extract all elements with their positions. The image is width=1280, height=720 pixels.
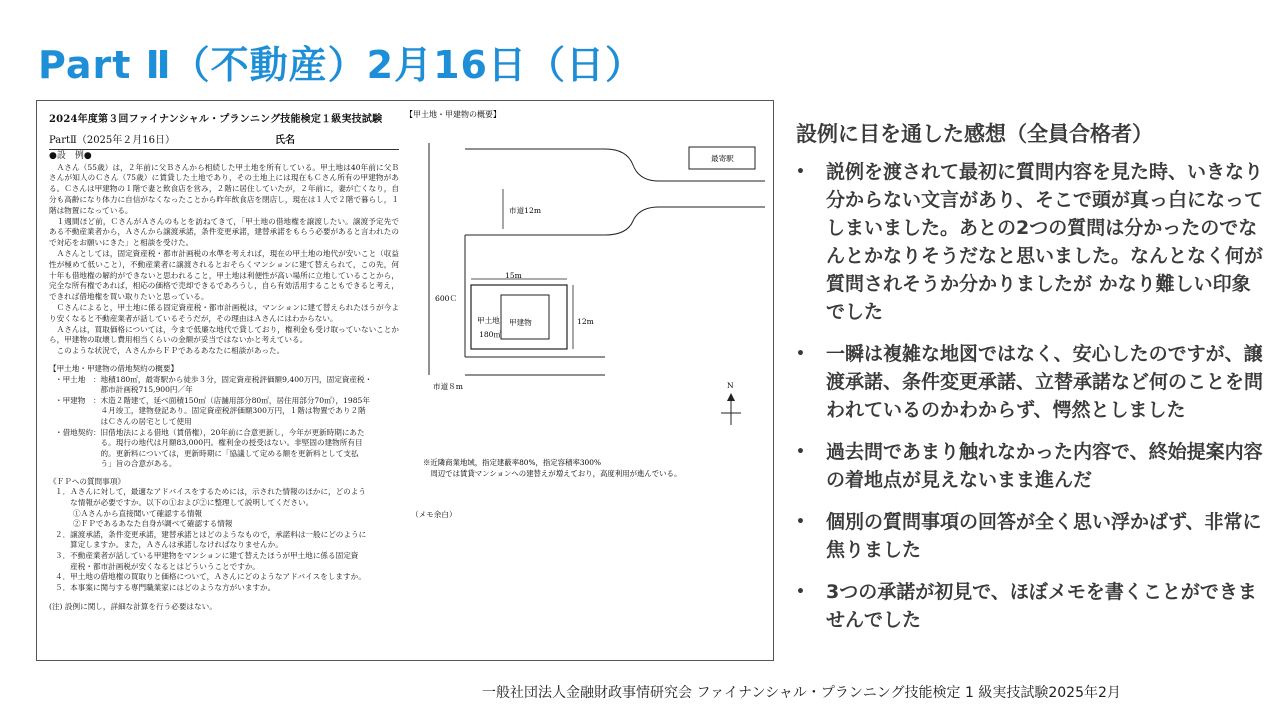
exam-note: (注) 設例に関し，詳細な計算を行う必要はない。: [49, 602, 217, 612]
example-paragraph: Ａさんとしては，固定資産税・都市計画税の水準を考えれば，現在の甲土地の地代が安いこと（収益性が極めて低いこと），不動産業者に譲渡されるとおそらくマンションに建て替えられて，この先，何十年も借地権の解約ができないと思われること，甲土地は利便性が高い場所に立地していることから，完全な所有権であれば，相応の価格で売却できるであろうし，自ら有効活用することもできると考え，できれば借地権を買い取りたいと思っている。: [49, 248, 399, 302]
bullet-icon: •: [796, 346, 805, 362]
question-line: ３．不動産業者が話している甲建物をマンションに建て替えたほうが甲土地に係る固定資: [55, 551, 359, 561]
map-note-line: ※近隣商業地域，指定建蔽率80%，指定容積率300%: [423, 458, 601, 467]
bullet-icon: •: [796, 164, 805, 180]
example-paragraph: Ａさん（55歳）は，２年前に父Ｂさんから相続した甲土地を所有している。甲土地は40年前に父Ｂさんが知人のＣさん（75歳）に賃貸した土地であり，その土地上には現在もＣさん所有の甲建物がある。Ｃさんは甲建物の１階で妻と飲食店を営み，２階に居住していたが，２年前に，妻が亡くなり，自分も高齢になり体力に自信がなくなったことから昨年飲食店を閉店し，現在は１人で２階で暮らし，１階は物置になっている。: [49, 162, 399, 215]
bullet-icon: •: [796, 584, 805, 600]
question-line: ５．本事案に関与する専門職業家にはどのような方がいますか。: [55, 582, 276, 592]
question-line: な情報が必要ですか。以下の①および②に整理して説明してください。: [55, 498, 314, 508]
building-label: 甲建物: [509, 318, 532, 327]
width-15m-label: 15m: [505, 271, 522, 280]
land-area-label: 180㎡: [479, 330, 502, 339]
station-label: 最寄駅: [711, 154, 734, 163]
map-heading: 【甲土地・甲建物の概要】: [405, 110, 501, 119]
contract-line: 都市計画税715,900円／年: [55, 385, 193, 395]
list-item: [796, 340, 1266, 424]
compass-arrow: [727, 393, 735, 401]
question-line: １．Ａさんに対して，最適なアドバイスをするためには，示された情報のほかに，どのよう: [55, 487, 366, 497]
bullet-icon: •: [796, 514, 805, 530]
list-item-text: 個別の質問事項の回答が全く思い浮かばず、非常に焦りました: [826, 511, 1262, 561]
footer-credit: 一般社団法人金融財政事情研究会 ファイナンシャル・プランニング技能検定 1 級実技試験2025年2月: [482, 685, 1121, 701]
question-line: ４．甲土地の借地権の買取りと価格について，Ａさんにどのようなアドバイスをしますか。: [55, 572, 366, 582]
zone-600c-label: 600Ｃ: [435, 294, 458, 303]
exam-part-line: [49, 135, 399, 150]
exam-name-label: 氏名: [275, 135, 295, 147]
exam-left-column: [49, 109, 399, 613]
page-title: Part Ⅱ（不動産）2月16日（日）: [38, 43, 644, 87]
question-line: ②ＦＰであるあなた自身が調べて確認する情報: [73, 519, 233, 529]
contract-line: る。現行の地代は月額83,000円。権利金の授受はない。非堅固の建物所有目: [55, 438, 363, 448]
contract-line: ・甲建物 ：木造２階建て，延べ面積150㎡（店舗用部分80㎡，居住用部分70㎡），1985年: [55, 395, 370, 405]
depth-12m-label: 12m: [577, 317, 594, 326]
contract-line: 的。更新料については，更新時期に「協議して定める額を更新料として支払: [55, 448, 359, 458]
contract-heading: 【甲土地・甲建物の借地契約の概要】: [49, 363, 179, 373]
example-paragraphs: [49, 163, 399, 357]
list-item-text: 一瞬は複雑な地図ではなく、安心したのですが、譲渡承諾、条件変更承諾、立替承諾など何のことを問われているのかわからず、愕然としました: [826, 343, 1264, 421]
question-line: ２．譲渡承諾，条件変更承諾，建替承諾とはどのようなもので，承諾料は一般にどのように: [55, 529, 367, 539]
questions-heading: 《ＦＰへの質問事項》: [49, 476, 125, 486]
land-label: 甲土地: [477, 316, 500, 325]
question-line: 算定しますか。また，Ａさんは承諾しなければなりませんか。: [55, 540, 283, 550]
contract-line: ４月竣工，建物登記あり。固定資産税評価額300万円，１階は物置であり２階: [55, 406, 366, 416]
list-item: [796, 438, 1266, 494]
example-paragraph: Ａさんは，買取価格については，今まで低廉な地代で貸しており，権利金も受け取っていないことから，甲建物の取壊し費用相当くらいの金額が妥当ではないかと考えている。: [49, 324, 399, 345]
impressions-list: [796, 158, 1266, 648]
list-item: [796, 508, 1266, 564]
example-heading: ●設 例●: [49, 151, 92, 162]
north-label: N: [727, 381, 734, 390]
example-paragraph: Ｃさんによると，甲土地に係る固定資産税・都市計画税は，マンションに建て替えられたほうが今より安くなると不動産業者が話しているそうだが，その理由はＡさんにはわからない。: [49, 302, 399, 323]
list-item-text: 過去問であまり触れなかった内容で、終始提案内容の着地点が見えないまま進んだ: [826, 441, 1263, 491]
impressions-title: 設例に目を通した感想（全員合格者）: [796, 122, 1153, 146]
bullet-icon: •: [796, 444, 805, 460]
contract-line: はＣさんの居宅として使用: [55, 416, 192, 426]
contract-line: う」旨の合意がある。: [55, 459, 177, 469]
contract-line: ・借地契約：旧借地法による借地（賃借権），20年前に合意更新し，今年が更新時期にあた: [55, 427, 365, 437]
site-map: [405, 125, 765, 425]
road-12m-label: 市道12m: [509, 206, 542, 215]
memo-label: （メモ余白）: [411, 510, 457, 519]
map-note: [423, 457, 763, 479]
exam-title: 2024年度第３回ファイナンシャル・プランニング技能検定１級実技試験: [49, 114, 383, 125]
example-paragraph: １週間ほど前，ＣさんがＡさんのもとを訪ねてきて，「甲土地の借地権を譲渡したい。譲渡予定先である不動産業者から，Ａさんから譲渡承諾，条件変更承諾，建替承諾をもらう必要があると言われたので対応をお願いにきた」と相談を受けた。: [49, 216, 399, 248]
list-item-text: 3つの承諾が初見で、ほぼメモを書くことができませんでした: [826, 581, 1257, 631]
contract-line: ・甲土地 ：地積180㎡，最寄駅から徒歩３分，固定資産税評価額9,400万円，固定資産税・: [55, 374, 373, 384]
list-item: [796, 578, 1266, 634]
exam-part: PartⅡ（2025年２月16日）: [49, 135, 176, 147]
question-line: ①Ａさんから直接聞いて確認する情報: [73, 508, 203, 518]
example-paragraph: このような状況で，ＡさんからＦＰであるあなたに相談があった。: [56, 346, 285, 356]
road-8m-label: 市道８m: [433, 382, 463, 391]
list-item-text: 説例を渡されて最初に質問内容を見た時、いきなり分からない文言があり、そこで頭が真っ白になってしまいました。あとの2つの質問は分かったのでなんとかなりそうだなと思いました。なんとなく何が質問されそうか分かりましたが かなり難しい印象でした: [826, 161, 1264, 323]
question-line: 産税・都市計画税が安くなるとはどういうことですか。: [55, 561, 261, 571]
exam-map-column: [405, 109, 765, 649]
list-item: [796, 158, 1266, 326]
exam-document-image: [36, 100, 774, 661]
map-note-line: 周辺では賃貸マンションへの建替えが増えており，高度利用が進んでいる。: [423, 469, 682, 478]
